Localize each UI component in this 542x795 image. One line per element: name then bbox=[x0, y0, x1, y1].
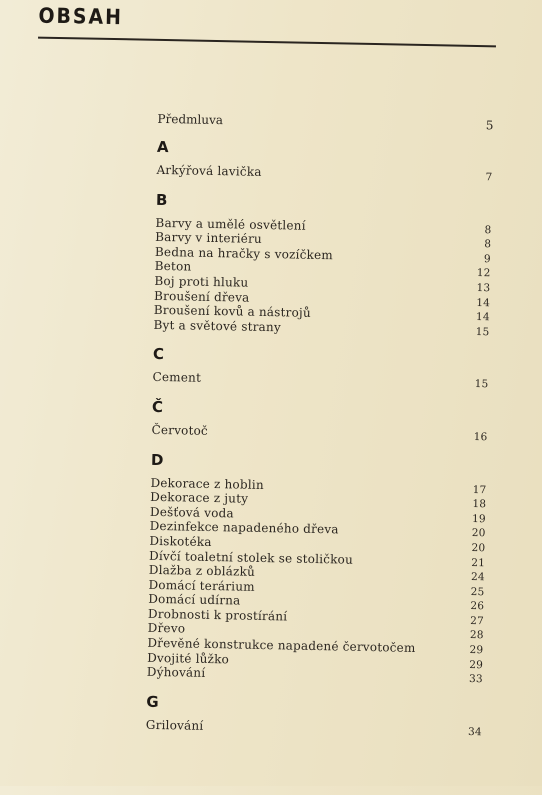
section-letter: C bbox=[152, 345, 165, 364]
entry-page: 14 bbox=[476, 296, 491, 309]
entry-label: Dekorace z hoblin bbox=[150, 475, 264, 492]
page-title: OBSAH bbox=[38, 3, 124, 30]
section-letter: A bbox=[156, 137, 169, 157]
toc-sections bbox=[146, 138, 493, 740]
entry-page: 26 bbox=[470, 600, 485, 613]
toc-entry bbox=[146, 719, 482, 740]
section-letter: D bbox=[150, 450, 164, 469]
entry-page: 7 bbox=[485, 171, 493, 184]
entry-label: Dřevo bbox=[147, 621, 186, 636]
entry-label: Cement bbox=[152, 370, 202, 386]
entry-label: Červotoč bbox=[151, 422, 209, 438]
section-letter: B bbox=[155, 190, 168, 209]
entry-page: 5 bbox=[485, 118, 494, 133]
entry-label: Domácí terárium bbox=[148, 577, 255, 594]
entry-label: Byt a světové strany bbox=[153, 317, 282, 335]
title-rule bbox=[38, 37, 496, 48]
entry-page: 13 bbox=[476, 282, 491, 295]
entry-label: Dlažba z oblázků bbox=[148, 562, 256, 579]
table-of-contents bbox=[146, 112, 494, 740]
entry-label: Boj proti hluku bbox=[154, 273, 249, 290]
entry-label: Bedna na hračky s vozíčkem bbox=[154, 244, 334, 263]
entry-page: 33 bbox=[468, 673, 483, 686]
entry-label: Dřevěné konstrukce napadené červotočem bbox=[147, 635, 416, 655]
entry-page: 29 bbox=[469, 644, 484, 657]
entry-page: 20 bbox=[471, 541, 486, 555]
entry-label: Dvojité lůžko bbox=[147, 650, 230, 667]
entry-page: 20 bbox=[471, 527, 486, 540]
entry-label: Dekorace z juty bbox=[150, 489, 249, 506]
entry-page: 19 bbox=[472, 512, 486, 525]
toc-section bbox=[156, 138, 493, 185]
entry-label: Grilování bbox=[145, 717, 204, 733]
entry-page: 21 bbox=[471, 556, 486, 569]
entry-label: Drobnosti k prostírání bbox=[147, 606, 288, 624]
entry-label: Barvy a umělé osvětlení bbox=[155, 215, 306, 233]
entry-page: 15 bbox=[474, 378, 489, 391]
toc-entry bbox=[152, 371, 488, 392]
entry-label: Předmluva bbox=[157, 111, 224, 128]
toc-section bbox=[152, 345, 489, 392]
section-letter: G bbox=[146, 692, 159, 711]
toc-section bbox=[147, 450, 487, 687]
entry-page: 8 bbox=[484, 238, 492, 251]
entry-page: 12 bbox=[476, 267, 491, 280]
entry-label: Dýhování bbox=[146, 665, 206, 681]
toc-section bbox=[146, 693, 483, 740]
entry-label: Dezinfekce napadeného dřeva bbox=[149, 519, 339, 537]
entry-page: 28 bbox=[469, 629, 484, 642]
entry-page: 29 bbox=[469, 658, 484, 671]
entry-label: Beton bbox=[154, 259, 192, 274]
toc-entry bbox=[156, 164, 492, 185]
toc-section bbox=[151, 398, 488, 445]
entry-page: 34 bbox=[467, 725, 482, 739]
entry-page: 25 bbox=[470, 585, 485, 598]
toc-entry-preface bbox=[157, 112, 493, 132]
entry-label: Barvy v interiéru bbox=[155, 230, 263, 247]
entry-page: 18 bbox=[472, 498, 487, 511]
entry-page: 15 bbox=[475, 325, 490, 339]
toc-section bbox=[153, 190, 492, 339]
entry-page: 27 bbox=[470, 614, 485, 628]
section-letter: Č bbox=[151, 397, 164, 416]
entry-page: 17 bbox=[472, 483, 487, 496]
entry-label: Dívčí toaletní stolek se stoličkou bbox=[148, 548, 354, 567]
entry-label: Broušení kovů a nástrojů bbox=[153, 303, 311, 321]
entry-page: 16 bbox=[473, 430, 488, 444]
entry-page: 8 bbox=[484, 223, 492, 236]
entry-page: 24 bbox=[470, 571, 485, 584]
entry-label: Diskotéka bbox=[149, 533, 212, 549]
entry-label: Broušení dřeva bbox=[153, 288, 250, 305]
toc-entry bbox=[151, 424, 487, 445]
entry-label: Domácí udírna bbox=[148, 592, 241, 608]
entry-page: 14 bbox=[475, 311, 490, 324]
entry-label: Dešťová voda bbox=[149, 504, 235, 521]
entry-page: 9 bbox=[483, 252, 491, 266]
entry-label: Arkýřová lavička bbox=[156, 162, 262, 179]
